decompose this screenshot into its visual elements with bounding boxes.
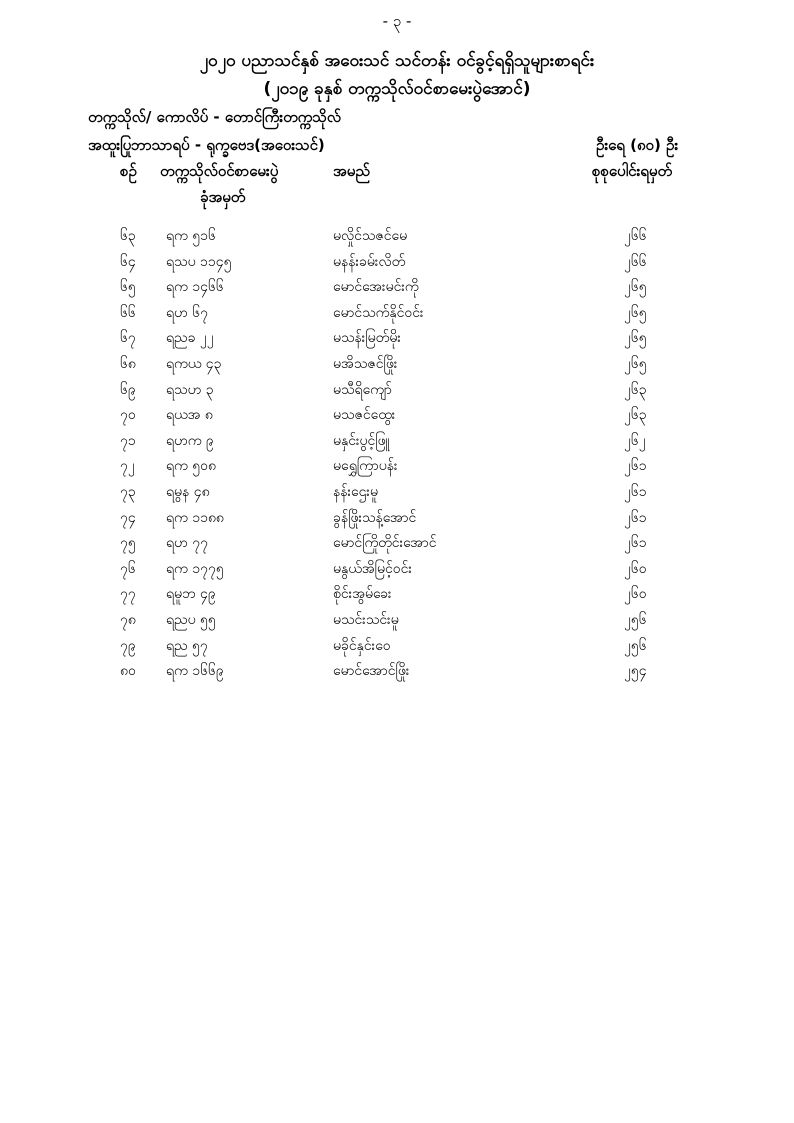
row-serial: ၇၄ — [120, 510, 136, 526]
row-exam-number: ရက ၅၀၈ — [166, 458, 216, 474]
row-serial: ၆၆ — [120, 305, 136, 321]
row-marks: ၂၆၅ — [624, 356, 647, 372]
row-serial: ၇၇ — [120, 586, 136, 602]
row-marks: ၂၆၃ — [624, 382, 647, 398]
row-name: ခွန်ဖြိုးသန့်အောင် — [333, 510, 417, 526]
row-exam-number: ရက ၅၁၆ — [166, 228, 216, 244]
row-exam-number: ရသပ ၁၁၄၅ — [166, 254, 232, 270]
document-subtitle: (၂၀၁၉ ခုနှစ် တက္ကသိုလ်ဝင်စာမေးပွဲအောင်) — [263, 79, 531, 99]
row-marks: ၂၆၀ — [624, 561, 647, 577]
row-marks: ၂၆၅ — [624, 305, 647, 321]
row-marks: ၂၆၆ — [624, 254, 647, 270]
row-marks: ၂၆၁ — [624, 510, 647, 526]
row-marks: ၂၆၀ — [624, 586, 647, 602]
university-line: တက္ကသိုလ်/ ကောလိပ် - တောင်ကြီးတက္ကသိုလ် — [88, 108, 341, 126]
document-title: ၂၀၂၀ ပညာသင်နှစ် အဝေးသင် သင်တန်း ဝင်ခွင့်ရရှိသူများစာရင်း — [199, 51, 595, 71]
row-serial: ၇၆ — [120, 561, 136, 577]
row-serial: ၆၃ — [120, 228, 136, 244]
row-name: မသန်းမြတ်မိုး — [333, 330, 401, 346]
row-serial: ၆၇ — [120, 330, 136, 346]
row-name: မနွယ်အိမြင့်ဝင်း — [333, 561, 412, 577]
row-serial: ၇၉ — [120, 638, 136, 654]
row-name: နန်းဌေးမူ — [333, 484, 378, 500]
row-serial: ၇၁ — [120, 433, 136, 449]
row-serial: ၆၉ — [120, 382, 136, 398]
row-name: မခိုင်နှင်းဝေ — [333, 638, 391, 654]
page-number: - ၃ - — [382, 12, 412, 30]
row-exam-number: ရညခ ၂၂ — [166, 330, 214, 346]
row-serial: ၇၂ — [120, 458, 135, 474]
row-name: မလှိုင်သဇင်မေ — [333, 228, 408, 244]
row-serial: ၆၈ — [120, 356, 136, 372]
row-marks: ၂၆၅ — [624, 279, 647, 295]
row-serial: ၆၄ — [120, 254, 136, 270]
row-exam-number: ရဟက ၉ — [166, 433, 214, 449]
row-marks: ၂၅၆ — [624, 612, 647, 628]
row-exam-number: ရယအ ၈ — [166, 407, 213, 423]
row-exam-number: ရကယ ၄၃ — [166, 356, 222, 372]
row-exam-number: ရမူဘ ၄၉ — [166, 586, 216, 602]
row-marks: ၂၅၆ — [624, 638, 647, 654]
row-name: မနန်းခမ်းလိတ် — [333, 254, 406, 270]
row-exam-number: ရက ၁၇၇၅ — [166, 561, 224, 577]
col-exam-number-header-line2: ခုံအမှတ် — [200, 188, 246, 206]
row-marks: ၂၆၅ — [624, 330, 647, 346]
row-marks: ၂၆၆ — [624, 228, 647, 244]
row-serial: ၇၀ — [120, 407, 136, 423]
row-serial: ၆၅ — [120, 279, 136, 295]
row-name: မောင်အောင်ဖြိုး — [333, 663, 410, 679]
row-marks: ၂၅၄ — [624, 663, 647, 679]
row-exam-number: ရက ၁၁၈၈ — [166, 510, 224, 526]
col-exam-number-header: တက္ကသိုလ်ဝင်စာမေးပွဲ — [160, 162, 279, 180]
row-exam-number: ရက ၁၆၆၉ — [166, 663, 224, 679]
row-exam-number: ရဟ ၇၇ — [166, 535, 208, 551]
row-name: မသင်းသင်းမူ — [333, 612, 399, 628]
row-exam-number: ရက ၁၄၆၆ — [166, 279, 224, 295]
col-serial-header: စဉ် — [120, 162, 137, 180]
row-exam-number: ရမွန ၄၈ — [166, 484, 210, 500]
major-line: အထူးပြုဘာသာရပ် - ရုက္ခဗေဒ(အဝေးသင်) — [88, 136, 325, 154]
row-exam-number: ရဟ ၆၇ — [166, 305, 208, 321]
row-name: မောင်သက်နိုင်ဝင်း — [333, 305, 424, 321]
row-name: မသဇင်ထွေး — [333, 407, 396, 423]
row-marks: ၂၆၂ — [624, 433, 646, 449]
row-name: မနှင်းပွင့်ဖြူ — [333, 433, 390, 449]
row-serial: ၇၈ — [120, 612, 136, 628]
row-name: မောင်အေးမင်းကို — [333, 279, 419, 295]
col-marks-header: စုစုပေါင်းရမှတ် — [592, 162, 673, 180]
row-name: စိုင်းအွမ်ခေး — [333, 586, 392, 602]
row-name: မသီရိကျော် — [333, 382, 392, 398]
row-exam-number: ရသဟ ၃ — [166, 382, 214, 398]
row-exam-number: ရည ၅၇ — [166, 638, 208, 654]
col-name-header: အမည် — [333, 162, 370, 180]
row-marks: ၂၆၁ — [624, 484, 647, 500]
count-line: ဦးရေ (၈၀) ဦး — [596, 136, 679, 154]
row-serial: ၇၃ — [120, 484, 136, 500]
row-name: မောင်ကြိုတိုင်းအောင် — [333, 535, 437, 551]
row-marks: ၂၆၁ — [624, 535, 647, 551]
row-name: မအိသဇင်ဖြိုး — [333, 356, 398, 372]
row-serial: ၇၅ — [120, 535, 136, 551]
row-marks: ၂၆၃ — [624, 407, 647, 423]
row-marks: ၂၆၁ — [624, 458, 647, 474]
row-name: မရွှေကြာပန်း — [333, 458, 398, 474]
row-serial: ၈၀ — [120, 663, 136, 679]
row-exam-number: ရညပ ၅၅ — [166, 612, 216, 628]
